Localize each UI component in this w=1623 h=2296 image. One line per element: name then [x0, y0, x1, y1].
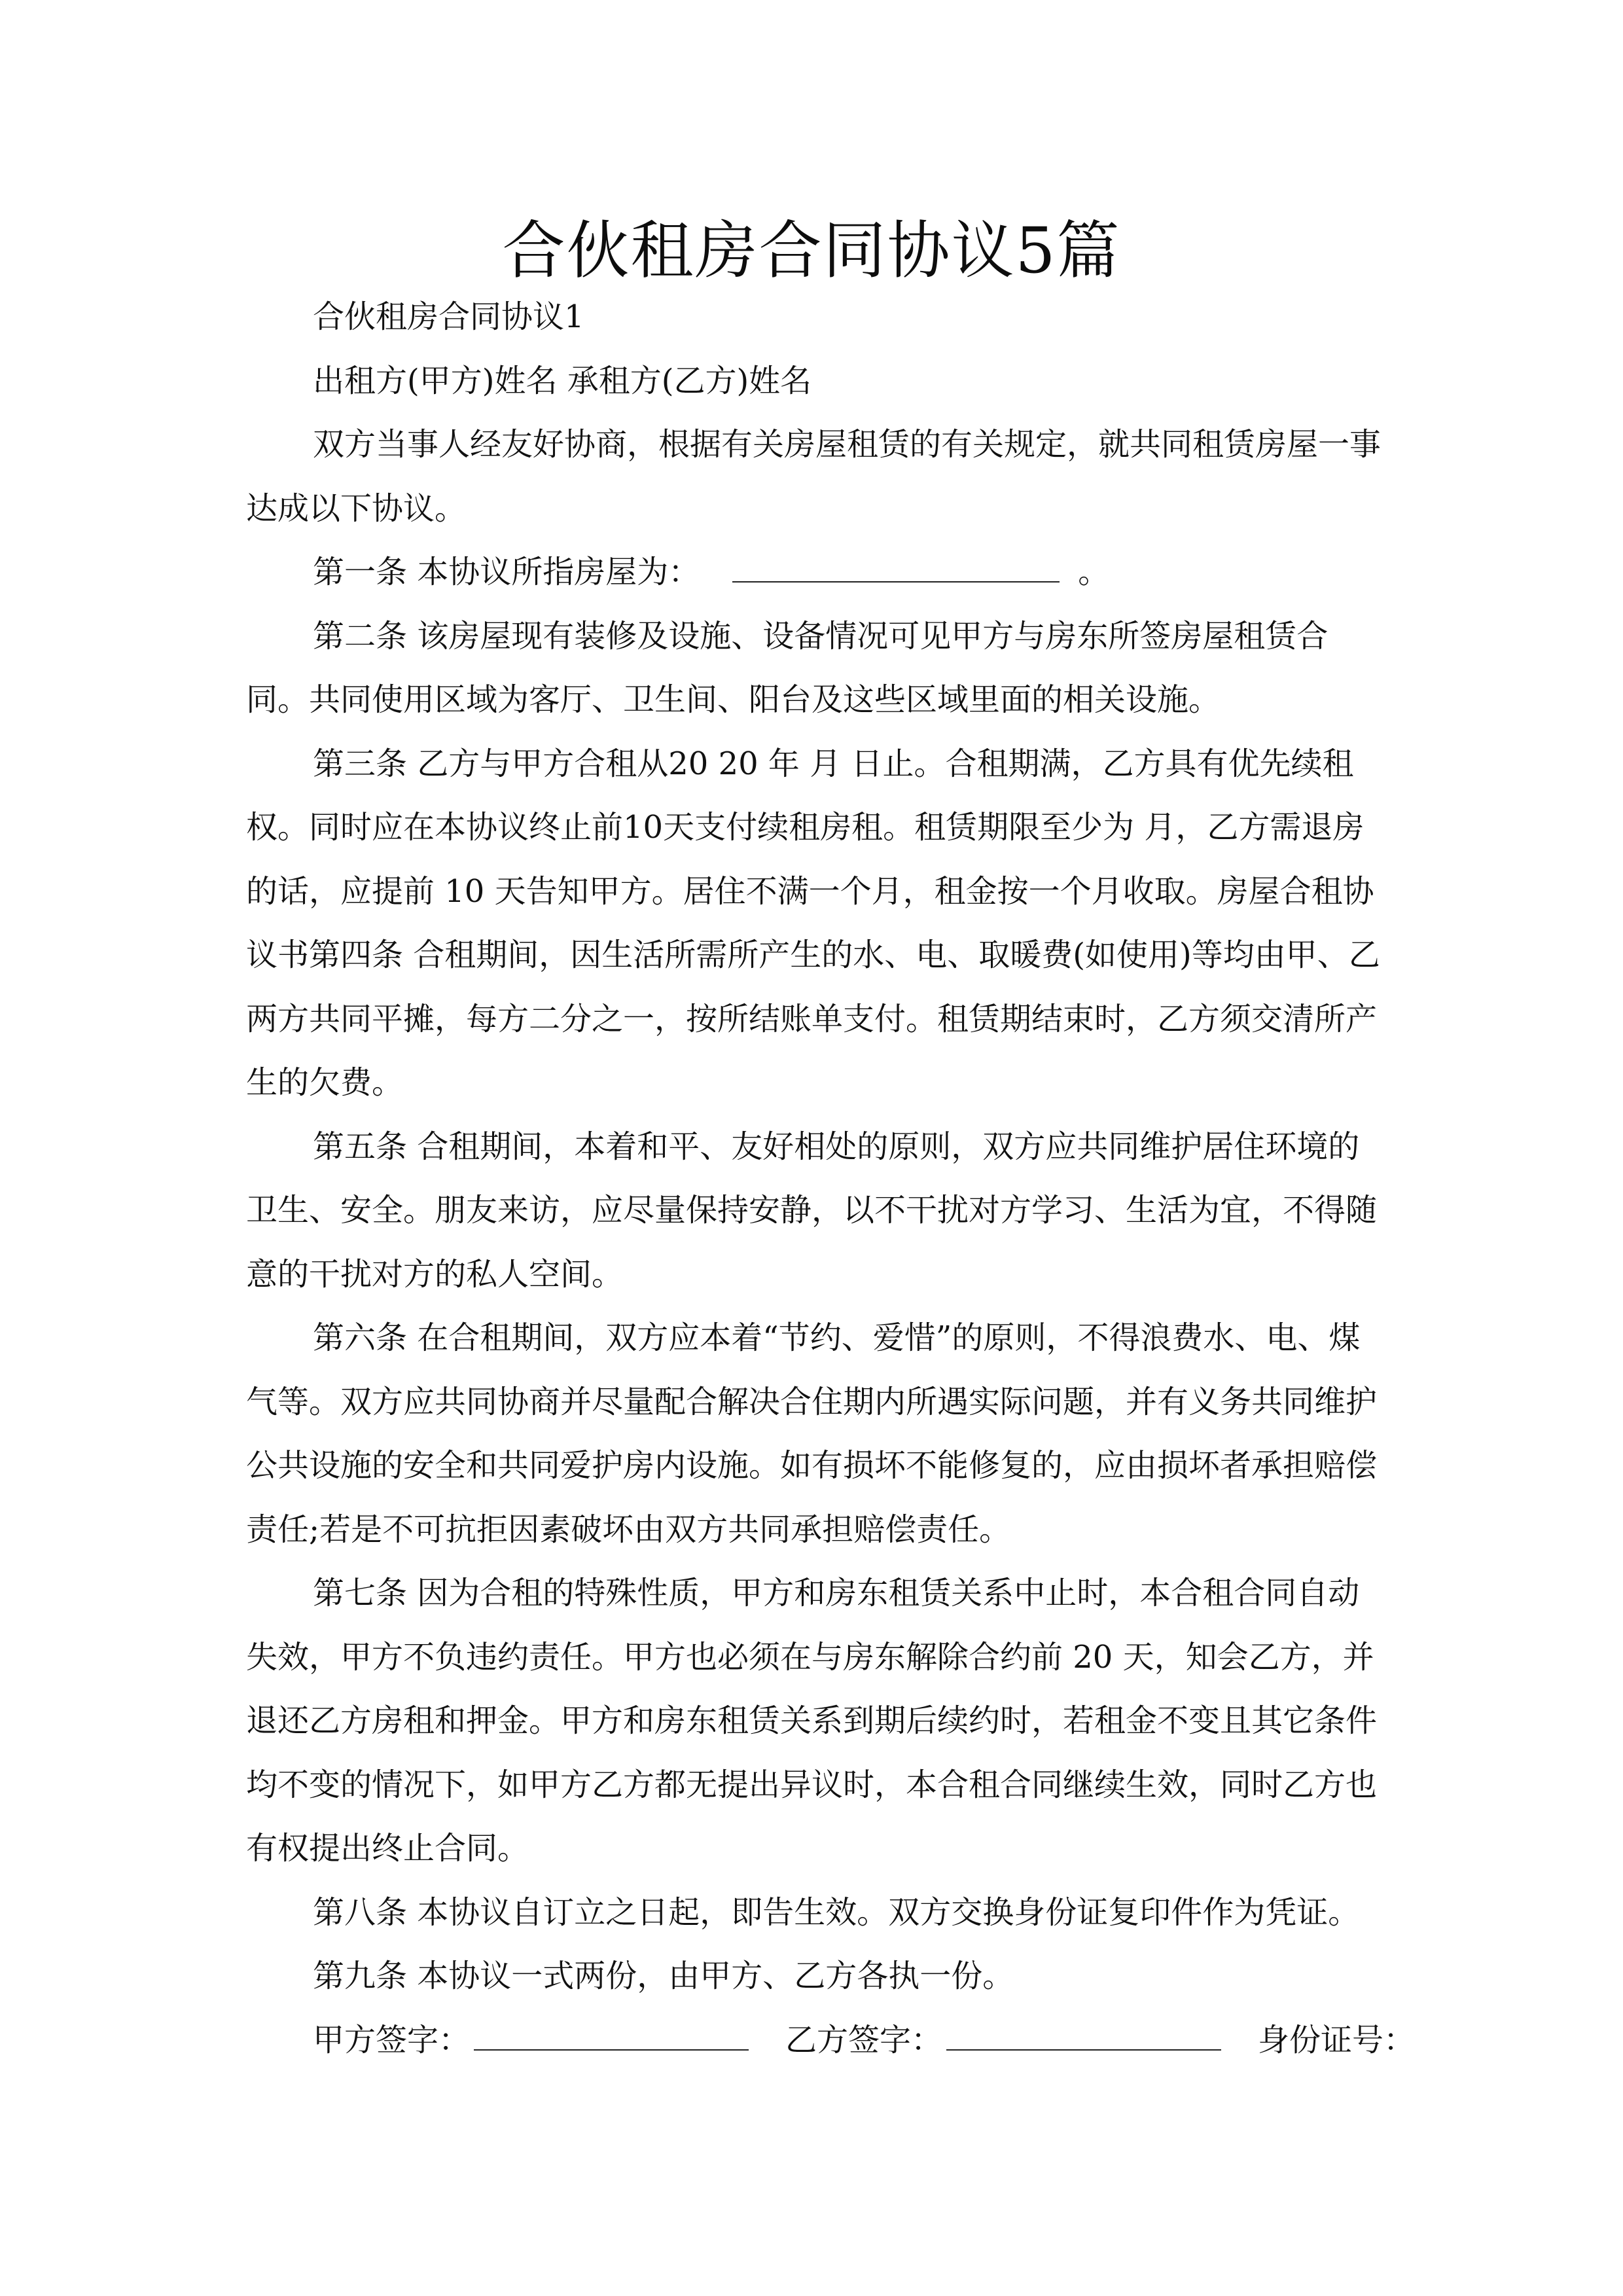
party-b-signature-label: 乙方签字：: [785, 2021, 943, 2058]
article-2: 第二条 该房屋现有装修及设施、设备情况可见甲方与房东所签房屋租赁合同。共同使用区域为客厅、卫生间、阳台及这些区域里面的相关设施。: [246, 617, 1329, 718]
article-1-text: 第一条 本协议所指房屋为：: [313, 554, 700, 590]
house-address-blank[interactable]: [732, 551, 1060, 583]
article-6: 第六条 在合租期间，双方应本着“节约、爱惜”的原则，不得浪费水、电、煤气等。双方应共同协商并尽量配合解决合住期内所遇实际问题，并有义务共同维护公共设施的安全和共同爱护房内设施。如有损坏不能修复的，应由损坏者承担赔偿责任;若是不可抗拒因素破坏由双方共同承担赔偿责任。: [246, 1319, 1378, 1548]
document-title: 合伙租房合同协议5篇: [502, 214, 1121, 287]
article-1: [246, 541, 1382, 605]
article-8: 第八条 本协议自订立之日起，即告生效。双方交换身份证复印件作为凭证。: [313, 1893, 1360, 1931]
party-a-signature-blank[interactable]: [474, 2019, 749, 2051]
signature-line: [246, 2009, 1416, 2073]
agreement-subtitle: 合伙租房合同协议1: [313, 298, 584, 335]
party-a-signature-label: 甲方签字：: [313, 2021, 471, 2058]
id-number-label: 身份证号：: [1258, 2021, 1416, 2058]
parties-line: 出租方(甲方)姓名 承租方(乙方)姓名: [313, 362, 812, 399]
document-body: [246, 285, 1416, 2072]
article-9: 第九条 本协议一式两份，由甲方、乙方各执一份。: [313, 1958, 1014, 1994]
article-3-4: 第三条 乙方与甲方合租从20 20 年 月 日止。合租期满，乙方具有优先续租权。同时应在本协议终止前10天支付续租房租。租赁期限至少为 月，乙方需退房的话，应提前 10 天告知甲方。居住不满一个月，租金按一个月收取。房屋合租协议书第四条 合租期间，因生活所需所产生的水、电、取暖费(如使用)等均由甲、乙两方共同平摊，每方二分之一，按所结账单支付。租赁期结束时，乙方须交清所产生的欠费。: [246, 745, 1380, 1101]
party-b-signature-blank[interactable]: [946, 2019, 1221, 2051]
intro-paragraph: 双方当事人经友好协商，根据有关房屋租赁的有关规定，就共同租赁房屋一事达成以下协议。: [246, 426, 1382, 527]
article-5: 第五条 合租期间，本着和平、友好相处的原则，双方应共同维护居住环境的卫生、安全。朋友来访，应尽量保持安静，以不干扰对方学习、生活为宜，不得随意的干扰对方的私人空间。: [246, 1128, 1378, 1293]
article-7: 第七条 因为合租的特殊性质，甲方和房东租赁关系中止时，本合租合同自动失效，甲方不负违约责任。甲方也必须在与房东解除合约前 20 天，知会乙方，并退还乙方房租和押金。甲方和房东租赁关系到期后续约时，若租金不变且其它条件均不变的情况下，如甲方乙方都无提出异议时，本合租合同继续生效，同时乙方也有权提出终止合同。: [246, 1575, 1378, 1867]
article-1-suffix: 。: [1078, 554, 1110, 590]
